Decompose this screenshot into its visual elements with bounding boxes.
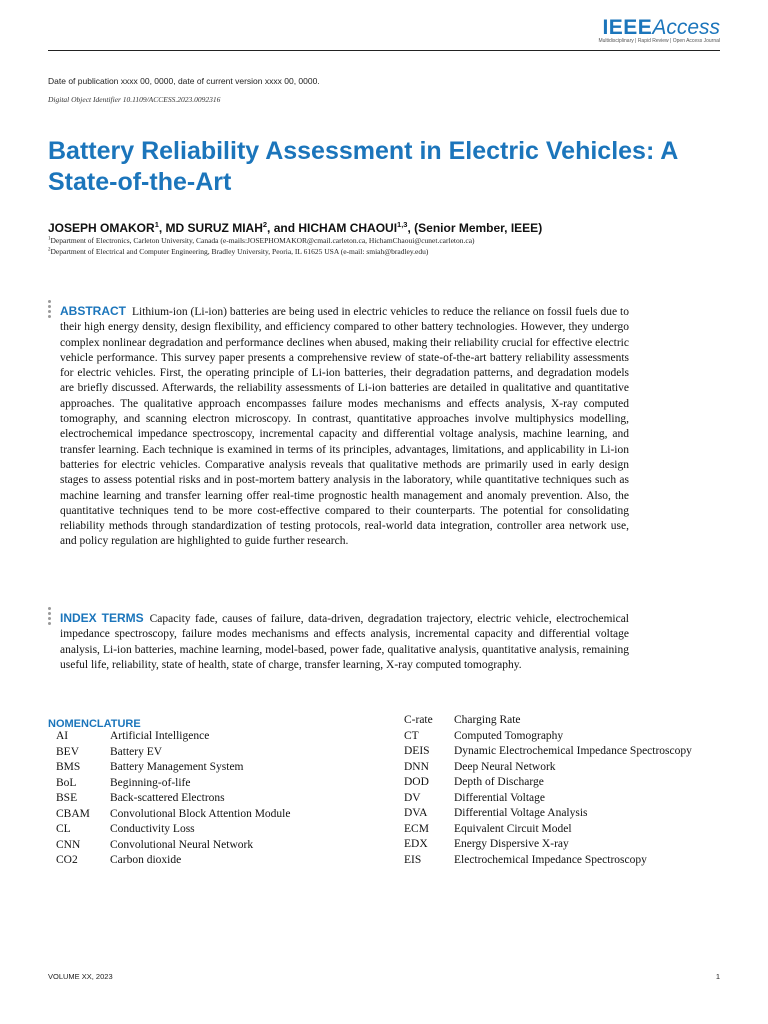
affiliation-2 <box>48 247 428 256</box>
nomenclature-def: Differential Voltage <box>454 791 546 804</box>
nomenclature-def: Battery Management System <box>110 761 244 773</box>
logo-tagline: Multidisciplinary | Rapid Review | Open Access Journal <box>598 38 720 44</box>
nomenclature-def: Carbon dioxide <box>110 854 182 866</box>
nomenclature-abbr: CL <box>56 823 71 835</box>
nomenclature-row <box>404 729 694 745</box>
header-divider <box>48 50 720 51</box>
nomenclature-row <box>404 806 694 822</box>
nomenclature-abbr: DOD <box>404 776 429 788</box>
nomenclature-row <box>404 791 694 807</box>
nomenclature-def: Differential Voltage Analysis <box>454 807 588 819</box>
nomenclature-row <box>56 745 370 761</box>
logo-access: Access <box>652 16 720 39</box>
nomenclature-abbr: DNN <box>404 760 429 773</box>
author-separator: , (Senior Member, IEEE) <box>407 221 543 235</box>
nomenclature-abbr: CO2 <box>56 854 78 866</box>
logo-ieee: IEEE <box>602 16 653 39</box>
affiliation-text: Department of Electrical and Computer Engineering, Bradley University, Peoria, IL 61625 USA (e-mail: smiah@bradley.edu) <box>50 247 429 256</box>
page-number: 1 <box>715 972 720 981</box>
nomenclature-def: Equivalent Circuit Model <box>454 822 572 835</box>
nomenclature-abbr: CT <box>404 729 419 742</box>
index-terms-text: Capacity fade, causes of failure, data-driven, degradation trajectory, electric vehicle, electrochemical impedance spectroscopy, failure modes mechanisms and effects analysis, incremental capacity and differential voltage analysis, Li-ion batteries, machine learning, model-based, power fade, qualitative analysis, quantitative analysis, remaining useful life, reliability, state of health, state of charge, transfer learning, X-ray computed tomography. <box>60 613 629 671</box>
abstract <box>60 304 629 550</box>
nomenclature-row <box>56 729 370 745</box>
nomenclature-left-column <box>56 729 370 869</box>
publication-date: Date of publication xxxx 00, 0000, date of current version xxxx 00, 0000. <box>48 76 320 86</box>
author-separator: , and <box>267 221 299 235</box>
nomenclature-row <box>56 822 370 838</box>
nomenclature-abbr: BEV <box>56 745 79 758</box>
nomenclature-abbr: CNN <box>56 838 81 851</box>
nomenclature-abbr: EDX <box>404 838 428 850</box>
author-list <box>48 220 542 235</box>
journal-logo <box>598 16 720 44</box>
index-terms <box>60 611 629 673</box>
nomenclature-def: Convolutional Neural Network <box>110 838 254 851</box>
nomenclature-row <box>56 838 370 854</box>
paper-title: Battery Reliability Assessment in Electric Vehicles: A State-of-the-Art <box>48 137 678 196</box>
nomenclature-def: Convolutional Block Attention Module <box>110 807 291 820</box>
nomenclature-def: Depth of Discharge <box>454 776 544 788</box>
nomenclature-def: Charging Rate <box>454 714 521 726</box>
author-name: HICHAM CHAOUI <box>298 221 398 235</box>
nomenclature-row <box>404 822 694 838</box>
nomenclature-def: Conductivity Loss <box>110 823 195 835</box>
nomenclature-abbr: DEIS <box>404 745 430 757</box>
nomenclature-row <box>56 853 370 869</box>
author-affil-mark: 2 <box>262 220 268 229</box>
nomenclature-heading: NOMENCLATURE <box>48 718 141 730</box>
nomenclature-abbr: DVA <box>404 807 428 819</box>
nomenclature-def: Energy Dispersive X-ray <box>454 838 569 850</box>
index-terms-marker-icon <box>48 607 52 627</box>
footer-volume: VOLUME XX, 2023 <box>48 972 113 981</box>
nomenclature-row <box>56 776 370 792</box>
nomenclature-row <box>404 837 694 853</box>
nomenclature-def: Beginning-of-life <box>110 776 191 789</box>
nomenclature-abbr: C-rate <box>404 714 433 726</box>
nomenclature-row <box>404 775 694 791</box>
author-name: MD SURUZ MIAH <box>165 221 263 235</box>
nomenclature-def: Dynamic Electrochemical Impedance Spectroscopy <box>454 745 692 757</box>
author-affil-mark: 1,3 <box>397 220 408 229</box>
author-separator: , <box>158 221 166 235</box>
nomenclature-def: Electrochemical Impedance Spectroscopy <box>454 853 647 866</box>
nomenclature-row <box>404 853 694 869</box>
nomenclature-abbr: ECM <box>404 822 429 835</box>
abstract-heading: ABSTRACT <box>60 304 126 318</box>
nomenclature-def: Deep Neural Network <box>454 760 556 773</box>
nomenclature-row <box>404 744 694 760</box>
affiliation-mark: 2 <box>48 247 51 253</box>
nomenclature-abbr: BSE <box>56 792 78 804</box>
index-terms-heading: INDEX TERMS <box>60 611 144 625</box>
nomenclature-def: Artificial Intelligence <box>110 730 210 742</box>
author-name: JOSEPH OMAKOR <box>48 221 155 235</box>
author-affil-mark: 1 <box>154 220 159 229</box>
doi-line: Digital Object Identifier 10.1109/ACCESS.2023.0092316 <box>48 95 221 104</box>
nomenclature-abbr: BoL <box>56 776 77 789</box>
nomenclature-abbr: EIS <box>404 853 422 866</box>
nomenclature-row <box>404 713 694 729</box>
abstract-marker-icon <box>48 300 52 320</box>
nomenclature-row <box>56 760 370 776</box>
nomenclature-row <box>56 807 370 823</box>
abstract-text: Lithium-ion (Li-ion) batteries are being used in electric vehicles to reduce the reliance on fossil fuels due to their high energy density, design flexibility, and efficiency compared to other battery technologies. However, they undergo complex nonlinear degradation and performance declines when abused, making their reliability crucial for effective electric vehicle performance. This survey paper presents a comprehensive review of state-of-the-art battery reliability assessments for electric vehicles. First, the operating principle of Li-ion batteries, their degradation patterns, and degradation models are briefly discussed. Afterwards, the reliability assessments of Li-ion batteries are detailed in qualitative and quantitative approaches. The qualitative approach encompasses failure modes mechanisms and effects analysis, X-ray computed tomography, and scanning electron microscopy. In contrast, quantitative approaches involve multiphysics modelling, electrochemical impedance spectroscopy, incremental capacity and differential voltage analysis, machine learning, and transfer learning. Each technique is examined in terms of its principles, advantages, limitations, and applicability in Li-ion batteries for electric vehicles. Comparative analysis reveals that qualitative methods are primarily used in early design stages to assess potential risks and in post-mortem battery analysis in the laboratory, while quantitative techniques such as machine learning and transfer learning offer real-time prognostic health management and anomaly prevention. Also, the quantitative techniques tend to be more cost-effective compared to their counterparts. The potential for consolidating reliability methods through standardization of testing protocols, real-world data integration, controller area network use, and policy regulation are highlighted to guide further research. <box>60 306 629 548</box>
affiliation-text: Department of Electronics, Carleton University, Canada (e-mails:JOSEPHOMAKOR@cmail.carleton.ca, HichamChaoui@cunet.carleton.ca) <box>50 236 475 245</box>
nomenclature-row <box>56 791 370 807</box>
nomenclature-def: Computed Tomography <box>454 729 564 742</box>
nomenclature-abbr: CBAM <box>56 807 90 820</box>
nomenclature-row <box>404 760 694 776</box>
nomenclature-abbr: DV <box>404 791 421 804</box>
nomenclature-abbr: BMS <box>56 761 81 773</box>
affiliation-mark: 1 <box>48 236 51 242</box>
nomenclature-right-column <box>404 713 694 868</box>
nomenclature-abbr: AI <box>56 730 69 742</box>
affiliation-1 <box>48 236 475 245</box>
nomenclature-def: Back-scattered Electrons <box>110 792 225 804</box>
nomenclature-def: Battery EV <box>110 745 163 758</box>
